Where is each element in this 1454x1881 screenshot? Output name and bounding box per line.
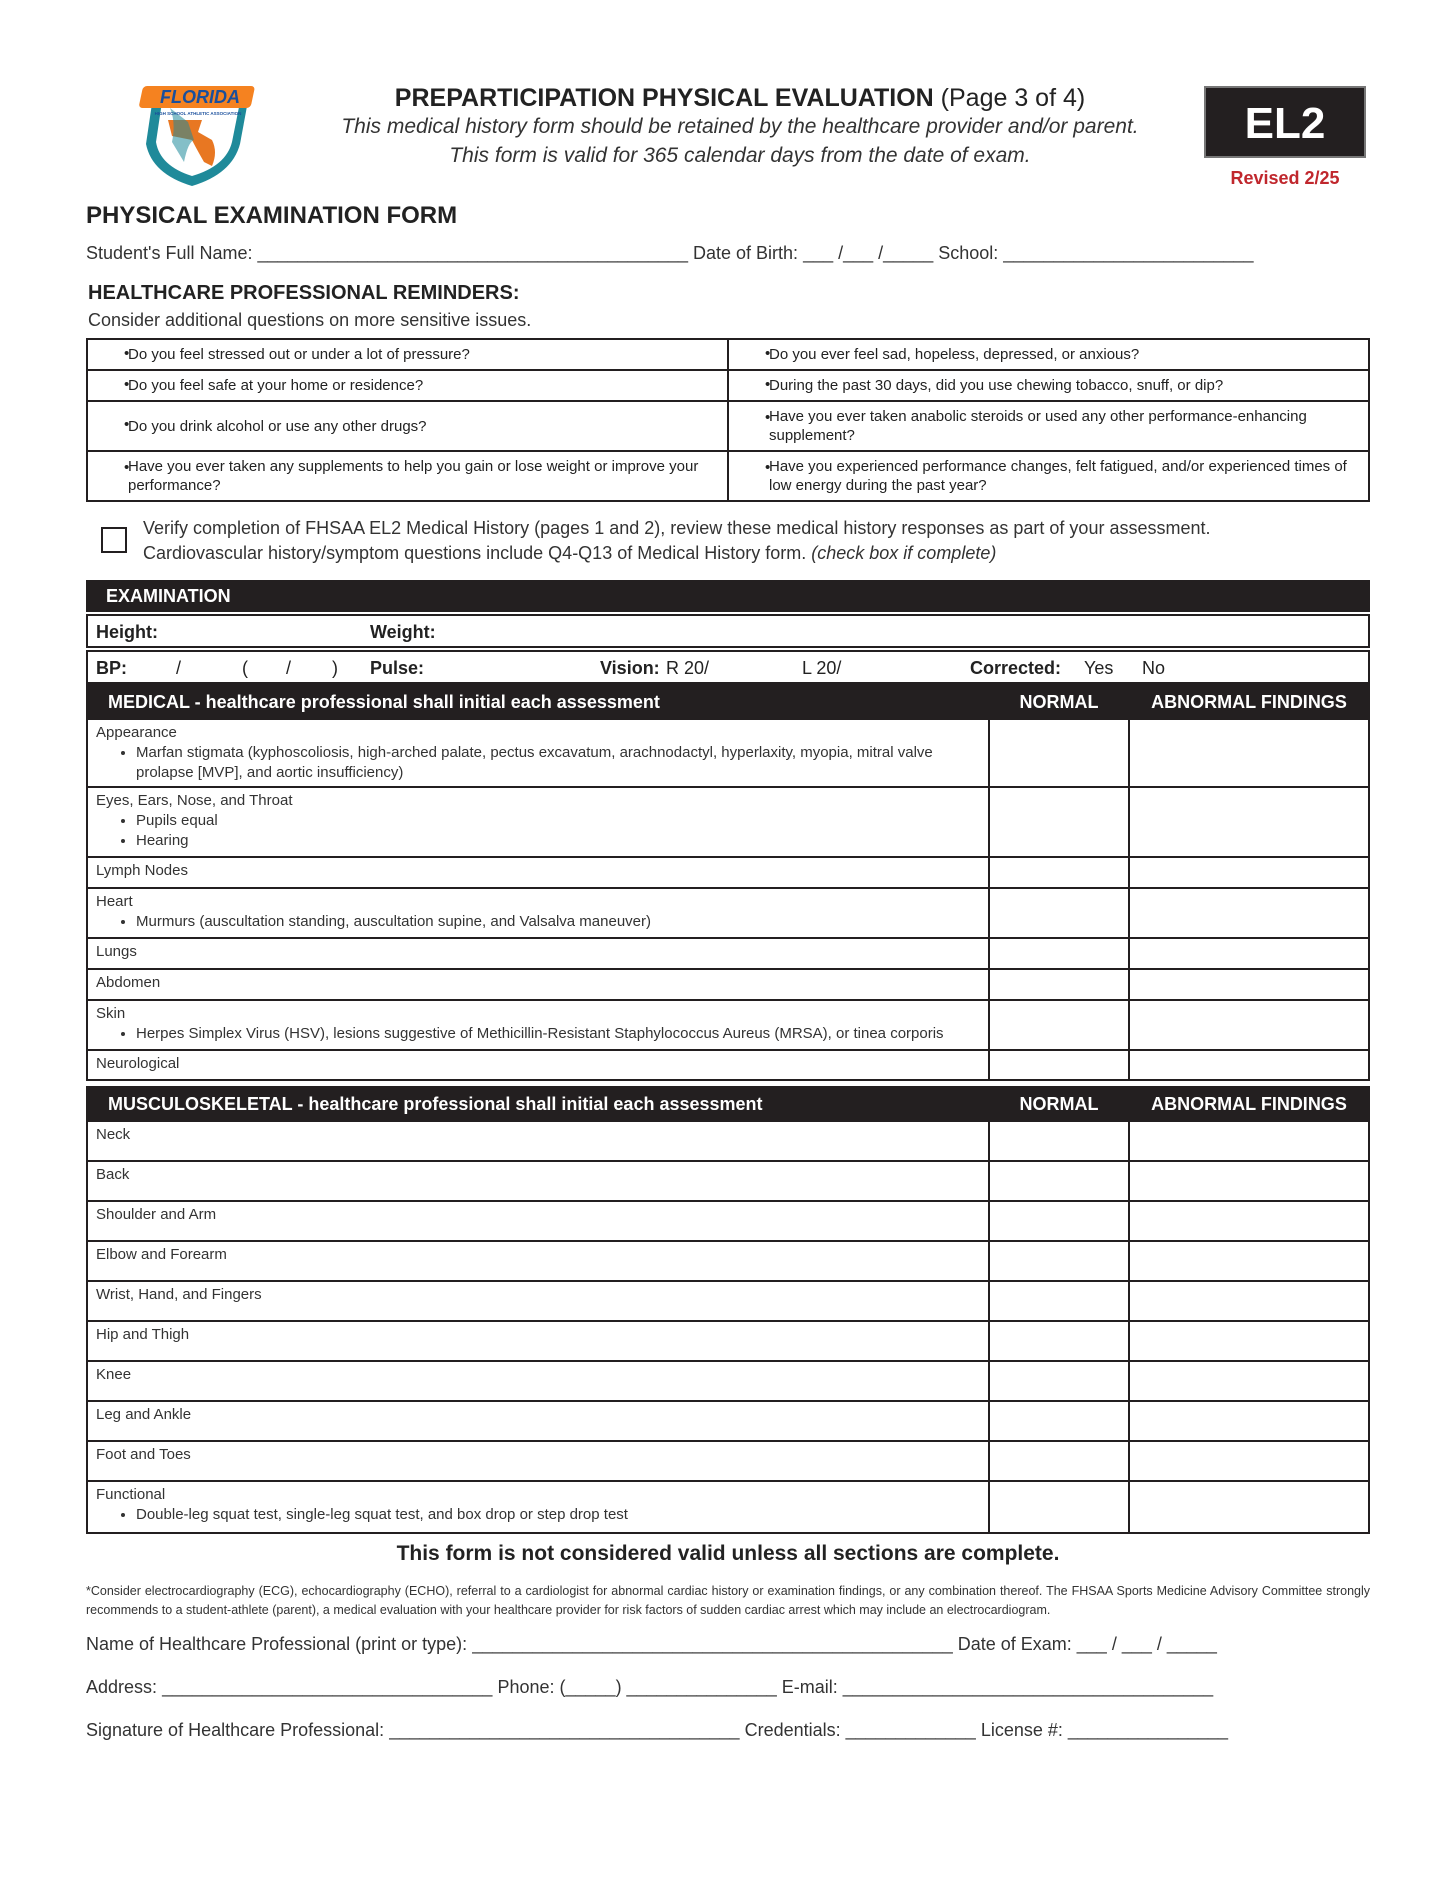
normal-cell[interactable] xyxy=(989,1161,1129,1201)
abnormal-cell[interactable] xyxy=(1129,1000,1369,1050)
normal-cell[interactable] xyxy=(989,1401,1129,1441)
normal-cell[interactable] xyxy=(989,1050,1129,1080)
address-field[interactable]: _________________________________ xyxy=(162,1677,493,1697)
address-label: Address: xyxy=(86,1677,158,1697)
row-label: Back xyxy=(87,1161,989,1201)
normal-cell[interactable] xyxy=(989,1441,1129,1481)
signature-field[interactable]: ___________________________________ xyxy=(389,1720,740,1740)
height-weight-row xyxy=(86,614,1370,648)
row-label: Lymph Nodes xyxy=(87,857,989,888)
revised-date: Revised 2/25 xyxy=(1230,168,1340,188)
row-label-cell xyxy=(87,1000,989,1050)
abnormal-cell[interactable] xyxy=(1129,1321,1369,1361)
abnormal-cell[interactable] xyxy=(1129,1050,1369,1080)
vision-right: R 20/ xyxy=(666,658,710,678)
reminder-item: • Have you ever taken anabolic steroids or used any other performance-enhancing supplement? xyxy=(728,401,1369,451)
normal-cell[interactable] xyxy=(989,1000,1129,1050)
musculoskeletal-table xyxy=(86,1086,1370,1534)
corrected-no-option[interactable]: No xyxy=(1142,658,1166,678)
exam-date-label: Date of Exam: xyxy=(957,1634,1072,1654)
row-label: Elbow and Forearm xyxy=(87,1241,989,1281)
email-label: E-mail: xyxy=(781,1677,838,1697)
vision-label: Vision: xyxy=(600,658,660,678)
reminders-heading: HEALTHCARE PROFESSIONAL REMINDERS: xyxy=(88,282,520,304)
table-row xyxy=(87,1481,1369,1533)
abnormal-cell[interactable] xyxy=(1129,969,1369,1000)
reminder-item: • Have you ever taken any supplements to help you gain or lose weight or improve your performance? xyxy=(87,451,728,501)
height-label: Height: xyxy=(96,622,158,642)
reminders-table xyxy=(86,338,1370,502)
verify-checkbox[interactable] xyxy=(101,527,127,553)
verify-line-2: Cardiovascular history/symptom questions include Q4-Q13 of Medical History form. xyxy=(143,543,807,563)
dob-label: Date of Birth: xyxy=(693,243,799,263)
row-label-cell xyxy=(87,888,989,938)
row-label: Foot and Toes xyxy=(87,1441,989,1481)
normal-cell[interactable] xyxy=(989,787,1129,857)
table-row xyxy=(87,1161,1369,1201)
bp-slash-1: / xyxy=(176,658,182,678)
medical-normal-header: NORMAL xyxy=(989,685,1129,719)
reminders-subheading: Consider additional questions on more sensitive issues. xyxy=(88,310,532,330)
school-field[interactable]: _________________________ xyxy=(1003,243,1254,263)
hcp-name-field[interactable]: ________________________________________________ xyxy=(472,1634,953,1654)
abnormal-cell[interactable] xyxy=(1129,1481,1369,1533)
normal-cell[interactable] xyxy=(989,1241,1129,1281)
row-label-cell xyxy=(87,1481,989,1533)
row-label: Neurological xyxy=(87,1050,989,1080)
verify-line-1: Verify completion of FHSAA EL2 Medical History (pages 1 and 2), review these medical history responses as part of your assessment. xyxy=(143,518,1211,538)
verify-line-2-wrap xyxy=(143,541,1363,566)
signature-row xyxy=(86,1720,1228,1741)
bp-label: BP: xyxy=(96,658,127,678)
normal-cell[interactable] xyxy=(989,1201,1129,1241)
table-row xyxy=(87,888,1369,938)
normal-cell[interactable] xyxy=(989,719,1129,787)
normal-cell[interactable] xyxy=(989,1361,1129,1401)
table-row xyxy=(87,719,1369,787)
row-label: Functional xyxy=(96,1486,166,1503)
abnormal-cell[interactable] xyxy=(1129,1121,1369,1161)
table-row xyxy=(87,1241,1369,1281)
title-page: (Page 3 of 4) xyxy=(940,84,1086,112)
fhsaa-logo xyxy=(132,82,260,188)
row-label: Eyes, Ears, Nose, and Throat xyxy=(96,792,293,809)
form-title: PHYSICAL EXAMINATION FORM xyxy=(86,202,458,229)
student-name-label: Student's Full Name: xyxy=(86,243,253,263)
row-label-cell xyxy=(87,787,989,857)
normal-cell[interactable] xyxy=(989,969,1129,1000)
verify-text xyxy=(143,516,1363,566)
hcp-name-label: Name of Healthcare Professional (print or type): xyxy=(86,1634,468,1654)
exam-date-field[interactable]: ___ / ___ / _____ xyxy=(1076,1634,1217,1654)
verify-line-2-italic: (check box if complete) xyxy=(811,543,997,563)
hcp-name-row xyxy=(86,1634,1217,1655)
reminder-item: • Have you experienced performance changes, felt fatigued, and/or experienced times of low energy during the past year? xyxy=(728,451,1369,501)
normal-cell[interactable] xyxy=(989,857,1129,888)
address-row xyxy=(86,1677,1213,1698)
normal-cell[interactable] xyxy=(989,1281,1129,1321)
abnormal-cell[interactable] xyxy=(1129,1361,1369,1401)
musculoskeletal-normal-header: NORMAL xyxy=(989,1087,1129,1121)
pulse-label: Pulse: xyxy=(370,658,425,678)
normal-cell[interactable] xyxy=(989,1121,1129,1161)
abnormal-cell[interactable] xyxy=(1129,938,1369,969)
table-row xyxy=(87,1401,1369,1441)
signature-label: Signature of Healthcare Professional: xyxy=(86,1720,385,1740)
abnormal-cell[interactable] xyxy=(1129,1401,1369,1441)
reminder-item: • Do you feel stressed out or under a lot of pressure? xyxy=(87,339,728,370)
row-bullet: • Hearing xyxy=(136,831,980,851)
table-row xyxy=(87,1000,1369,1050)
row-label: Hip and Thigh xyxy=(87,1321,989,1361)
abnormal-cell[interactable] xyxy=(1129,719,1369,787)
medical-abnormal-header: ABNORMAL FINDINGS xyxy=(1129,685,1369,719)
row-bullet: • Murmurs (auscultation standing, auscultation supine, and Valsalva maneuver) xyxy=(136,912,980,932)
logo-text: FLORIDA xyxy=(160,87,240,107)
phone-label: Phone: xyxy=(497,1677,555,1697)
row-label-cell xyxy=(87,719,989,787)
row-label: Abdomen xyxy=(87,969,989,1000)
normal-cell[interactable] xyxy=(989,1481,1129,1533)
dob-field[interactable]: ___ /___ /_____ xyxy=(803,243,934,263)
table-row xyxy=(87,1050,1369,1080)
musculoskeletal-abnormal-header: ABNORMAL FINDINGS xyxy=(1129,1087,1369,1121)
student-name-field[interactable]: ___________________________________________ xyxy=(257,243,688,263)
vitals-row xyxy=(86,650,1370,684)
row-label: Skin xyxy=(96,1005,126,1022)
abnormal-cell[interactable] xyxy=(1129,1201,1369,1241)
normal-cell[interactable] xyxy=(989,938,1129,969)
row-label: Lungs xyxy=(87,938,989,969)
medical-heading: MEDICAL - healthcare professional shall initial each assessment xyxy=(87,685,989,719)
abnormal-cell[interactable] xyxy=(1129,1161,1369,1201)
bp-paren-close: ) xyxy=(332,658,338,678)
row-bullet: • Herpes Simplex Virus (HSV), lesions suggestive of Methicillin-Resistant Staphylococcus Aureus (MRSA), or tinea corporis xyxy=(136,1024,980,1044)
table-row xyxy=(87,938,1369,969)
table-row xyxy=(87,1361,1369,1401)
license-label: License #: xyxy=(980,1720,1063,1740)
table-row xyxy=(87,787,1369,857)
reminder-item: • During the past 30 days, did you use chewing tobacco, snuff, or dip? xyxy=(728,370,1369,401)
phone-field[interactable]: (_____) _______________ xyxy=(559,1677,777,1697)
table-row xyxy=(87,1201,1369,1241)
medical-table xyxy=(86,684,1370,1081)
subtitle-1: This medical history form should be retained by the healthcare provider and/or parent. xyxy=(341,115,1139,138)
row-label: Knee xyxy=(87,1361,989,1401)
row-label: Shoulder and Arm xyxy=(87,1201,989,1241)
reminder-item: • Do you drink alcohol or use any other drugs? xyxy=(87,401,728,451)
reminder-item: • Do you feel safe at your home or residence? xyxy=(87,370,728,401)
corrected-label: Corrected: xyxy=(970,658,1062,678)
abnormal-cell[interactable] xyxy=(1129,787,1369,857)
table-row xyxy=(87,969,1369,1000)
row-bullet: • Double-leg squat test, single-leg squat test, and box drop or step drop test xyxy=(136,1505,980,1525)
abnormal-cell[interactable] xyxy=(1129,1281,1369,1321)
table-row xyxy=(87,1321,1369,1361)
table-row xyxy=(87,1121,1369,1161)
email-field[interactable]: _____________________________________ xyxy=(842,1677,1214,1697)
abnormal-cell[interactable] xyxy=(1129,1241,1369,1281)
validity-notice: This form is not considered valid unless all sections are complete. xyxy=(396,1542,1060,1565)
school-label: School: xyxy=(938,243,999,263)
row-label: Neck xyxy=(87,1121,989,1161)
abnormal-cell[interactable] xyxy=(1129,888,1369,938)
credentials-label: Credentials: xyxy=(744,1720,841,1740)
bp-slash-2: / xyxy=(286,658,292,678)
subtitle-2: This form is valid for 365 calendar days from the date of exam. xyxy=(449,144,1031,167)
credentials-field[interactable]: _____________ xyxy=(845,1720,976,1740)
reminder-item: • Do you ever feel sad, hopeless, depressed, or anxious? xyxy=(728,339,1369,370)
examination-bar xyxy=(86,580,1370,612)
row-bullet: • Marfan stigmata (kyphoscoliosis, high-arched palate, pectus excavatum, arachnodactyl, hyperlaxity, myopia, mitral valve prolapse [MVP], and aortic insufficiency) xyxy=(136,743,980,783)
bp-paren-open: ( xyxy=(242,658,248,678)
weight-label: Weight: xyxy=(370,622,436,642)
student-info-row xyxy=(86,243,1254,264)
abnormal-cell[interactable] xyxy=(1129,857,1369,888)
row-label: Heart xyxy=(96,893,133,910)
footnote: *Consider electrocardiography (ECG), echocardiography (ECHO), referral to a cardiologist for abnormal cardiac history or examination findings, or any combination thereof. The FHSAA Sports Medicine Advisory Committee strongly recommends to a student-athlete (parent), a medical evaluation with your healthcare provider for risk factors of sudden cardiac arrest which may include an electrocardiogram. xyxy=(86,1584,1370,1617)
table-row xyxy=(87,857,1369,888)
table-row xyxy=(87,1441,1369,1481)
normal-cell[interactable] xyxy=(989,888,1129,938)
normal-cell[interactable] xyxy=(989,1321,1129,1361)
table-row xyxy=(87,1281,1369,1321)
license-field[interactable]: ________________ xyxy=(1067,1720,1229,1740)
row-label: Wrist, Hand, and Fingers xyxy=(87,1281,989,1321)
musculoskeletal-heading: MUSCULOSKELETAL - healthcare professional shall initial each assessment xyxy=(87,1087,989,1121)
page-title xyxy=(330,84,1150,113)
abnormal-cell[interactable] xyxy=(1129,1441,1369,1481)
row-label: Leg and Ankle xyxy=(87,1401,989,1441)
examination-heading: EXAMINATION xyxy=(106,586,231,606)
row-label: Appearance xyxy=(96,724,177,741)
form-code-badge: EL2 xyxy=(1204,86,1366,158)
corrected-yes-option[interactable]: Yes xyxy=(1084,658,1114,678)
title-bold: PREPARTICIPATION PHYSICAL EVALUATION xyxy=(394,84,934,112)
logo-subtext: HIGH SCHOOL ATHLETIC ASSOCIATION xyxy=(154,111,242,116)
row-bullet: • Pupils equal xyxy=(136,811,980,831)
vision-left: L 20/ xyxy=(802,658,842,678)
